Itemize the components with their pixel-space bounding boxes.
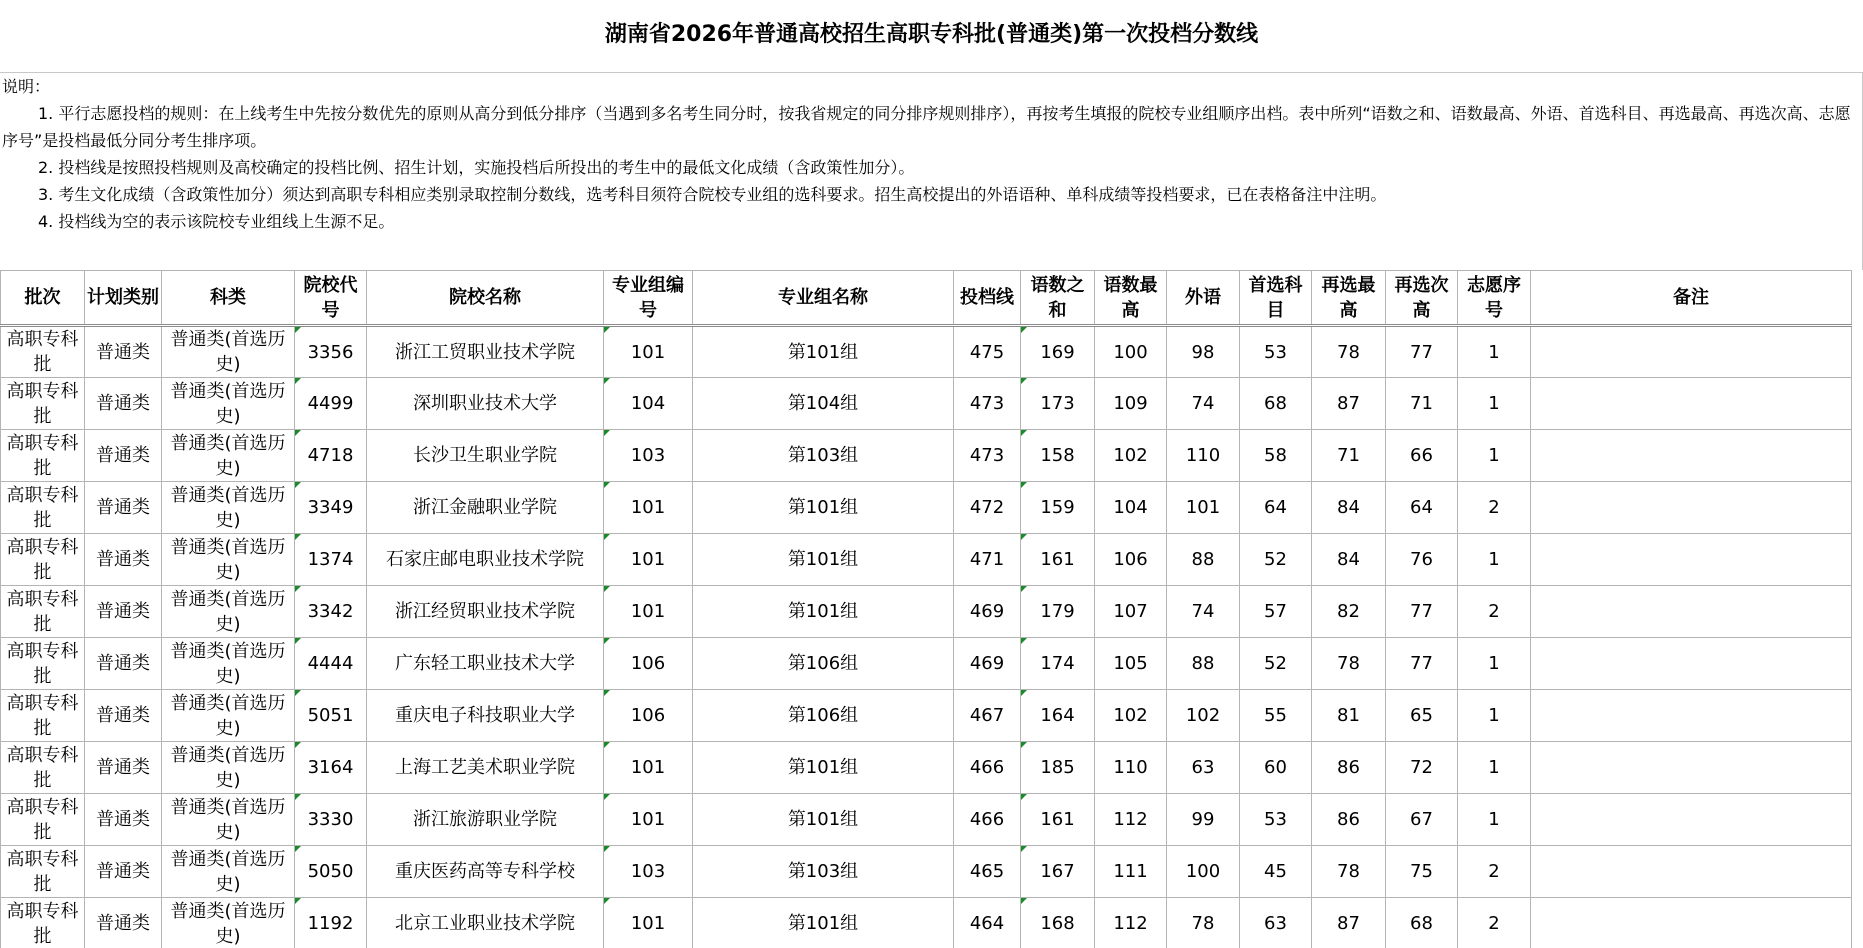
col-group-code-cell[interactable]: 101 [604,898,693,948]
col-preference-order-cell[interactable]: 1 [1458,742,1531,794]
col-group-name-cell[interactable]: 第101组 [693,482,954,534]
col-group-name-cell[interactable]: 第101组 [693,794,954,846]
col-chinese-math-sum-cell[interactable]: 173 [1021,378,1095,430]
col-foreign-language-header: 外语 [1167,271,1240,326]
col-school-name-cell[interactable]: 重庆医药高等专科学校 [367,846,604,898]
col-school-name-cell[interactable]: 长沙卫生职业学院 [367,430,604,482]
col-reselect-max-cell[interactable]: 84 [1312,534,1386,586]
col-cutoff-score-cell[interactable]: 469 [954,586,1021,638]
table-row [1,586,1852,638]
col-chinese-math-max-header: 语数最高 [1095,271,1167,326]
col-foreign-language-cell[interactable]: 74 [1167,378,1240,430]
col-school-code-cell[interactable]: 3330 [295,794,367,846]
table-row [1,690,1852,742]
col-group-code-header: 专业组编号 [604,271,693,326]
col-reselect-second-cell[interactable]: 72 [1386,742,1458,794]
col-group-name-cell[interactable]: 第106组 [693,690,954,742]
page-title: 湖南省2026年普通高校招生高职专科批(普通类)第一次投档分数线 [604,22,1259,47]
col-chinese-math-max-cell[interactable]: 107 [1095,586,1167,638]
col-preference-order-cell[interactable]: 1 [1458,794,1531,846]
table-row [1,482,1852,534]
col-group-name-cell[interactable]: 第101组 [693,586,954,638]
col-group-name-cell[interactable]: 第101组 [693,742,954,794]
col-foreign-language-cell[interactable]: 99 [1167,794,1240,846]
col-chinese-math-max-cell[interactable]: 111 [1095,846,1167,898]
col-school-name-cell[interactable]: 重庆电子科技职业大学 [367,690,604,742]
col-plan-type-header: 计划类别 [85,271,162,326]
col-chinese-math-max-cell[interactable]: 104 [1095,482,1167,534]
col-batch-cell[interactable]: 高职专科批 [1,898,85,948]
col-reselect-max-cell[interactable]: 86 [1312,742,1386,794]
col-first-subject-cell[interactable]: 58 [1240,430,1312,482]
table-row [1,378,1852,430]
col-subject-type-cell[interactable]: 普通类(首选历史) [162,586,295,638]
col-school-name-header: 院校名称 [367,271,604,326]
col-first-subject-cell[interactable]: 53 [1240,326,1312,378]
col-foreign-language-cell[interactable]: 63 [1167,742,1240,794]
col-group-code-cell[interactable]: 101 [604,326,693,378]
col-batch-cell[interactable]: 高职专科批 [1,534,85,586]
col-preference-order-cell[interactable]: 1 [1458,326,1531,378]
col-foreign-language-cell[interactable]: 88 [1167,534,1240,586]
col-first-subject-cell[interactable]: 55 [1240,690,1312,742]
col-batch-cell[interactable]: 高职专科批 [1,378,85,430]
col-school-code-cell[interactable]: 4499 [295,378,367,430]
col-subject-type-cell[interactable]: 普通类(首选历史) [162,534,295,586]
table-row [1,638,1852,690]
col-reselect-second-cell[interactable]: 67 [1386,794,1458,846]
col-reselect-second-cell[interactable]: 76 [1386,534,1458,586]
col-cutoff-score-cell[interactable]: 466 [954,742,1021,794]
col-group-code-cell[interactable]: 103 [604,846,693,898]
col-remarks-cell[interactable] [1531,898,1852,948]
col-group-name-cell[interactable]: 第101组 [693,898,954,948]
col-remarks-cell[interactable] [1531,534,1852,586]
col-reselect-second-cell[interactable]: 77 [1386,638,1458,690]
table-body [1,326,1852,948]
col-reselect-second-cell[interactable]: 66 [1386,430,1458,482]
col-chinese-math-max-cell[interactable]: 102 [1095,690,1167,742]
col-chinese-math-max-cell[interactable]: 102 [1095,430,1167,482]
col-reselect-max-cell[interactable]: 78 [1312,846,1386,898]
col-group-code-cell[interactable]: 101 [604,586,693,638]
col-preference-order-cell[interactable]: 2 [1458,586,1531,638]
note-item-3: 3. 考生文化成绩（含政策性加分）须达到高职专科相应类别录取控制分数线，选考科目须符合院校专业组的选科要求。招生高校提出的外语语种、单科成绩等投档要求，已在表格备注中注明。 [38,185,1387,204]
col-reselect-second-header: 再选次高 [1386,271,1458,326]
col-foreign-language-cell[interactable]: 98 [1167,326,1240,378]
col-plan-type-cell[interactable]: 普通类 [85,638,162,690]
col-remarks-cell[interactable] [1531,378,1852,430]
col-reselect-max-cell[interactable]: 86 [1312,794,1386,846]
col-cutoff-score-cell[interactable]: 467 [954,690,1021,742]
col-remarks-cell[interactable] [1531,326,1852,378]
col-plan-type-cell[interactable]: 普通类 [85,690,162,742]
col-group-name-cell[interactable]: 第104组 [693,378,954,430]
col-chinese-math-max-cell[interactable]: 112 [1095,898,1167,948]
col-foreign-language-cell[interactable]: 74 [1167,586,1240,638]
col-group-name-cell[interactable]: 第101组 [693,326,954,378]
table-row [1,326,1852,378]
col-chinese-math-sum-cell[interactable]: 161 [1021,794,1095,846]
col-chinese-math-sum-cell[interactable]: 174 [1021,638,1095,690]
col-school-name-cell[interactable]: 浙江经贸职业技术学院 [367,586,604,638]
col-preference-order-cell[interactable]: 2 [1458,898,1531,948]
col-reselect-second-cell[interactable]: 77 [1386,326,1458,378]
col-reselect-max-cell[interactable]: 87 [1312,898,1386,948]
col-preference-order-cell[interactable]: 1 [1458,690,1531,742]
col-foreign-language-cell[interactable]: 102 [1167,690,1240,742]
notes-heading: 说明： [2,77,51,96]
col-school-name-cell[interactable]: 浙江金融职业学院 [367,482,604,534]
col-remarks-cell[interactable] [1531,482,1852,534]
col-plan-type-cell[interactable]: 普通类 [85,534,162,586]
col-first-subject-cell[interactable]: 52 [1240,638,1312,690]
col-chinese-math-sum-cell[interactable]: 179 [1021,586,1095,638]
col-school-name-cell[interactable]: 深圳职业技术大学 [367,378,604,430]
col-preference-order-cell[interactable]: 1 [1458,430,1531,482]
col-reselect-max-header: 再选最高 [1312,271,1386,326]
col-foreign-language-cell[interactable]: 110 [1167,430,1240,482]
col-cutoff-score-cell[interactable]: 471 [954,534,1021,586]
col-preference-order-header: 志愿序号 [1458,271,1531,326]
col-cutoff-score-cell[interactable]: 475 [954,326,1021,378]
table-row [1,794,1852,846]
col-batch-cell[interactable]: 高职专科批 [1,846,85,898]
col-foreign-language-cell[interactable]: 78 [1167,898,1240,948]
note-item-4: 4. 投档线为空的表示该院校专业组线上生源不足。 [38,212,395,231]
col-plan-type-cell[interactable]: 普通类 [85,326,162,378]
col-cutoff-score-header: 投档线 [954,271,1021,326]
col-remarks-cell[interactable] [1531,430,1852,482]
col-reselect-max-cell[interactable]: 84 [1312,482,1386,534]
col-first-subject-cell[interactable]: 45 [1240,846,1312,898]
col-foreign-language-cell[interactable]: 88 [1167,638,1240,690]
col-chinese-math-sum-cell[interactable]: 167 [1021,846,1095,898]
col-school-code-cell[interactable]: 3349 [295,482,367,534]
col-first-subject-cell[interactable]: 60 [1240,742,1312,794]
col-first-subject-header: 首选科目 [1240,271,1312,326]
col-preference-order-cell[interactable]: 1 [1458,638,1531,690]
col-group-code-cell[interactable]: 101 [604,742,693,794]
col-chinese-math-max-cell[interactable]: 112 [1095,794,1167,846]
col-group-code-cell[interactable]: 104 [604,378,693,430]
col-batch-cell[interactable]: 高职专科批 [1,794,85,846]
col-reselect-max-cell[interactable]: 87 [1312,378,1386,430]
col-chinese-math-sum-cell[interactable]: 164 [1021,690,1095,742]
col-batch-cell[interactable]: 高职专科批 [1,482,85,534]
col-chinese-math-max-cell[interactable]: 110 [1095,742,1167,794]
col-reselect-max-cell[interactable]: 82 [1312,586,1386,638]
col-group-name-header: 专业组名称 [693,271,954,326]
col-cutoff-score-cell[interactable]: 466 [954,794,1021,846]
col-remarks-header: 备注 [1531,271,1852,326]
col-cutoff-score-cell[interactable]: 473 [954,430,1021,482]
col-cutoff-score-cell[interactable]: 473 [954,378,1021,430]
col-chinese-math-sum-header: 语数之和 [1021,271,1095,326]
col-chinese-math-max-cell[interactable]: 106 [1095,534,1167,586]
col-reselect-second-cell[interactable]: 64 [1386,482,1458,534]
col-group-name-cell[interactable]: 第106组 [693,638,954,690]
col-group-code-cell[interactable]: 101 [604,794,693,846]
col-cutoff-score-cell[interactable]: 469 [954,638,1021,690]
col-plan-type-cell[interactable]: 普通类 [85,794,162,846]
col-batch-cell[interactable]: 高职专科批 [1,742,85,794]
col-remarks-cell[interactable] [1531,846,1852,898]
col-school-code-cell[interactable]: 3342 [295,586,367,638]
col-school-code-header: 院校代号 [295,271,367,326]
col-plan-type-cell[interactable]: 普通类 [85,742,162,794]
col-plan-type-cell[interactable]: 普通类 [85,846,162,898]
col-subject-type-cell[interactable]: 普通类(首选历史) [162,638,295,690]
col-group-name-cell[interactable]: 第103组 [693,430,954,482]
col-school-code-cell[interactable]: 4718 [295,430,367,482]
col-first-subject-cell[interactable]: 63 [1240,898,1312,948]
col-first-subject-cell[interactable]: 57 [1240,586,1312,638]
col-remarks-cell[interactable] [1531,690,1852,742]
col-chinese-math-sum-cell[interactable]: 161 [1021,534,1095,586]
col-school-code-cell[interactable]: 3356 [295,326,367,378]
col-batch-header: 批次 [1,271,85,326]
col-school-code-cell[interactable]: 5051 [295,690,367,742]
col-chinese-math-sum-cell[interactable]: 169 [1021,326,1095,378]
col-school-code-cell[interactable]: 1374 [295,534,367,586]
col-subject-type-cell[interactable]: 普通类(首选历史) [162,846,295,898]
notes-block [0,72,1863,270]
col-chinese-math-max-cell[interactable]: 100 [1095,326,1167,378]
col-first-subject-cell[interactable]: 52 [1240,534,1312,586]
col-school-code-cell[interactable]: 5050 [295,846,367,898]
col-first-subject-cell[interactable]: 64 [1240,482,1312,534]
col-school-name-cell[interactable]: 广东轻工职业技术大学 [367,638,604,690]
col-preference-order-cell[interactable]: 2 [1458,846,1531,898]
col-batch-cell[interactable]: 高职专科批 [1,586,85,638]
table-row [1,742,1852,794]
table-row [1,846,1852,898]
col-batch-cell[interactable]: 高职专科批 [1,326,85,378]
col-remarks-cell[interactable] [1531,586,1852,638]
col-plan-type-cell[interactable]: 普通类 [85,378,162,430]
col-reselect-max-cell[interactable]: 78 [1312,326,1386,378]
col-chinese-math-sum-cell[interactable]: 159 [1021,482,1095,534]
table-row [1,430,1852,482]
col-school-name-cell[interactable]: 上海工艺美术职业学院 [367,742,604,794]
col-plan-type-cell[interactable]: 普通类 [85,898,162,948]
col-foreign-language-cell[interactable]: 101 [1167,482,1240,534]
col-chinese-math-sum-cell[interactable]: 168 [1021,898,1095,948]
col-group-code-cell[interactable]: 101 [604,534,693,586]
col-group-code-cell[interactable]: 106 [604,638,693,690]
col-reselect-second-cell[interactable]: 71 [1386,378,1458,430]
col-first-subject-cell[interactable]: 68 [1240,378,1312,430]
col-plan-type-cell[interactable]: 普通类 [85,482,162,534]
col-batch-cell[interactable]: 高职专科批 [1,430,85,482]
col-preference-order-cell[interactable]: 2 [1458,482,1531,534]
table-row [1,898,1852,948]
col-chinese-math-max-cell[interactable]: 109 [1095,378,1167,430]
col-reselect-second-cell[interactable]: 68 [1386,898,1458,948]
col-school-name-cell[interactable]: 浙江旅游职业学院 [367,794,604,846]
col-reselect-max-cell[interactable]: 81 [1312,690,1386,742]
col-school-code-cell[interactable]: 1192 [295,898,367,948]
col-cutoff-score-cell[interactable]: 472 [954,482,1021,534]
table-header-row [1,271,1852,326]
col-subject-type-cell[interactable]: 普通类(首选历史) [162,742,295,794]
col-subject-type-cell[interactable]: 普通类(首选历史) [162,378,295,430]
note-item-2: 2. 投档线是按照投档规则及高校确定的投档比例、招生计划，实施投档后所投出的考生中的最低文化成绩（含政策性加分）。 [38,158,915,177]
col-reselect-second-cell[interactable]: 77 [1386,586,1458,638]
col-subject-type-cell[interactable]: 普通类(首选历史) [162,326,295,378]
col-cutoff-score-cell[interactable]: 464 [954,898,1021,948]
col-school-code-cell[interactable]: 3164 [295,742,367,794]
col-group-code-cell[interactable]: 106 [604,690,693,742]
col-remarks-cell[interactable] [1531,794,1852,846]
col-batch-cell[interactable]: 高职专科批 [1,638,85,690]
col-subject-type-cell[interactable]: 普通类(首选历史) [162,898,295,948]
score-table [0,270,1852,948]
col-reselect-second-cell[interactable]: 65 [1386,690,1458,742]
col-preference-order-cell[interactable]: 1 [1458,534,1531,586]
col-group-name-cell[interactable]: 第103组 [693,846,954,898]
col-plan-type-cell[interactable]: 普通类 [85,586,162,638]
col-chinese-math-sum-cell[interactable]: 158 [1021,430,1095,482]
col-school-name-cell[interactable]: 北京工业职业技术学院 [367,898,604,948]
col-preference-order-cell[interactable]: 1 [1458,378,1531,430]
col-subject-type-cell[interactable]: 普通类(首选历史) [162,430,295,482]
col-subject-type-header: 科类 [162,271,295,326]
col-subject-type-cell[interactable]: 普通类(首选历史) [162,690,295,742]
col-chinese-math-max-cell[interactable]: 105 [1095,638,1167,690]
col-reselect-max-cell[interactable]: 71 [1312,430,1386,482]
col-plan-type-cell[interactable]: 普通类 [85,430,162,482]
col-subject-type-cell[interactable]: 普通类(首选历史) [162,482,295,534]
col-group-name-cell[interactable]: 第101组 [693,534,954,586]
col-remarks-cell[interactable] [1531,742,1852,794]
col-reselect-max-cell[interactable]: 78 [1312,638,1386,690]
col-batch-cell[interactable]: 高职专科批 [1,690,85,742]
col-remarks-cell[interactable] [1531,638,1852,690]
table-row [1,534,1852,586]
col-group-code-cell[interactable]: 101 [604,482,693,534]
col-chinese-math-sum-cell[interactable]: 185 [1021,742,1095,794]
col-subject-type-cell[interactable]: 普通类(首选历史) [162,794,295,846]
col-school-name-cell[interactable]: 浙江工贸职业技术学院 [367,326,604,378]
col-group-code-cell[interactable]: 103 [604,430,693,482]
col-reselect-second-cell[interactable]: 75 [1386,846,1458,898]
col-foreign-language-cell[interactable]: 100 [1167,846,1240,898]
col-first-subject-cell[interactable]: 53 [1240,794,1312,846]
col-school-code-cell[interactable]: 4444 [295,638,367,690]
note-item-1: 1. 平行志愿投档的规则：在上线考生中先按分数优先的原则从高分到低分排序（当遇到多名考生同分时，按我省规定的同分排序规则排序），再按考生填报的院校专业组顺序出档。表中所列“语数之和、语数最高、外语、首选科目、再选最高、再选次高、志愿序号”是投档最低分同分考生排序项。 [2,104,1851,150]
col-school-name-cell[interactable]: 石家庄邮电职业技术学院 [367,534,604,586]
col-cutoff-score-cell[interactable]: 465 [954,846,1021,898]
